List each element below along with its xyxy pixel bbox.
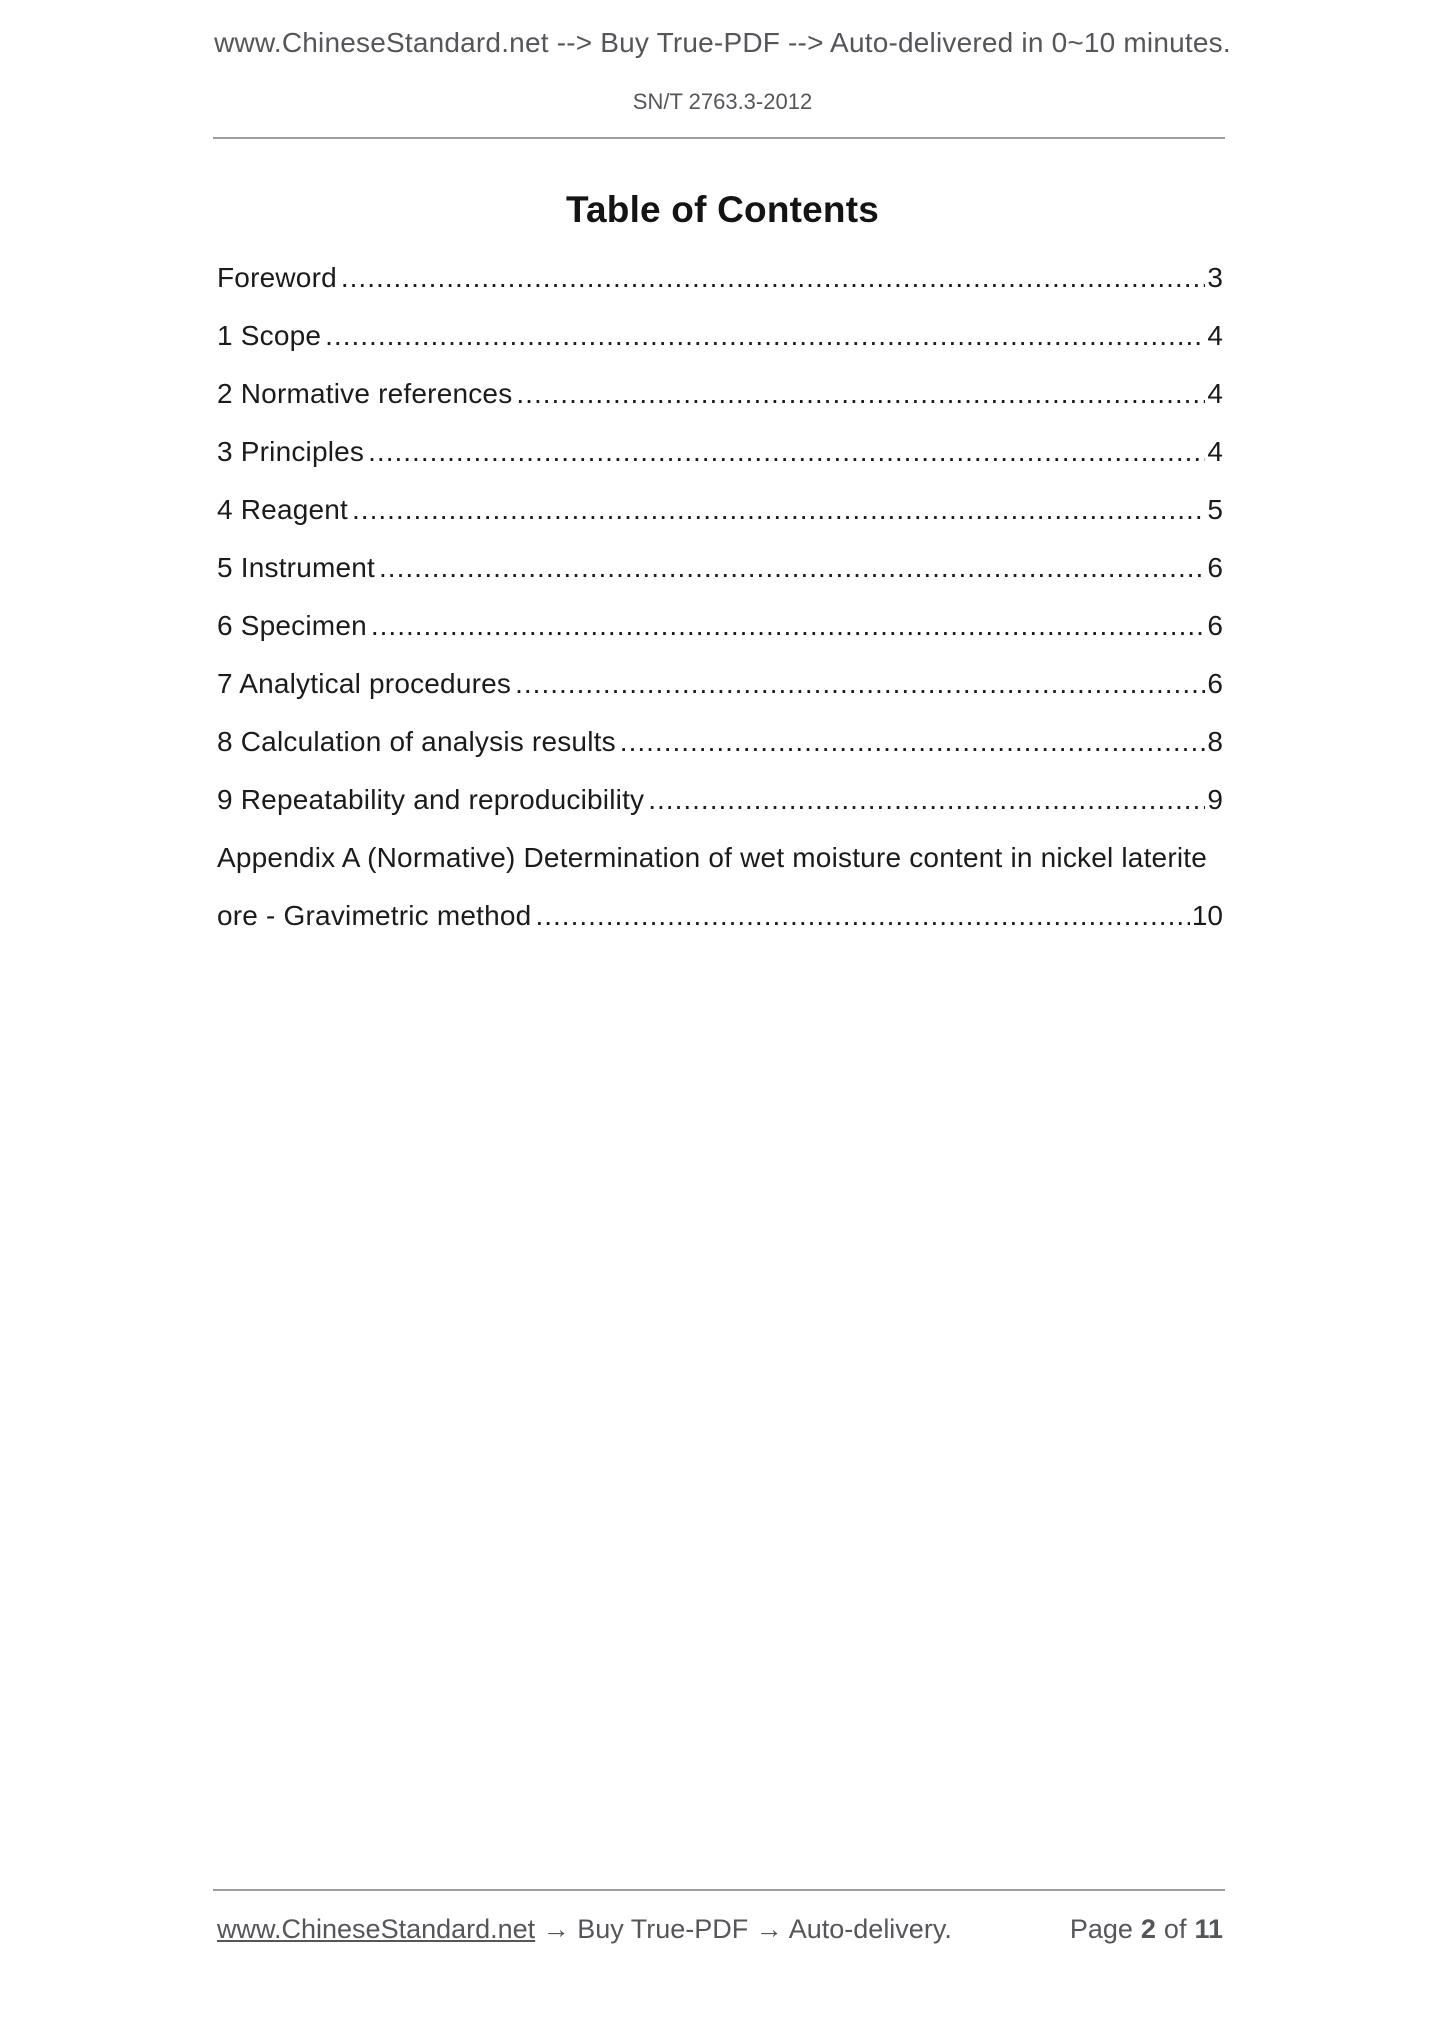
toc-entry-label: 7 Analytical procedures (217, 668, 512, 699)
toc-page-number: 9 (1207, 784, 1223, 815)
toc-entry-label: 5 Instrument (217, 552, 376, 583)
toc-page-number: 3 (1207, 262, 1223, 293)
dot-leader (535, 887, 1189, 945)
toc-page-number: 4 (1207, 378, 1223, 409)
toc-entry-label: 6 Specimen (217, 610, 367, 641)
dot-leader (341, 249, 1206, 307)
toc-entry-label: ore - Gravimetric method (217, 900, 532, 931)
page-word: Page (1069, 1914, 1133, 1944)
toc-entry-label: 1 Scope (217, 320, 322, 351)
footer-tagline: → Buy True-PDF → Auto-delivery. (535, 1914, 952, 1944)
page-indicator (1070, 1912, 1223, 1946)
toc-entry-specimen (217, 597, 1223, 655)
footer-site-link[interactable]: www.ChineseStandard.net (217, 1914, 536, 1944)
toc-page-number: 6 (1207, 668, 1223, 699)
toc-entry-repeatability (217, 771, 1223, 829)
header-banner: www.ChineseStandard.net --> Buy True-PDF --> Auto-delivered in 0~10 minutes. (214, 27, 1231, 58)
dot-leader (648, 771, 1205, 829)
dot-leader (325, 307, 1205, 365)
of-word: of (1163, 1914, 1187, 1944)
footer (217, 1912, 1223, 1946)
dot-leader (368, 423, 1205, 481)
toc-entry-reagent (217, 481, 1223, 539)
toc-entry-analytical-procedures (217, 655, 1223, 713)
toc-entry-label: 4 Reagent (217, 494, 349, 525)
page-title: Table of Contents (565, 189, 880, 230)
toc-page-number: 4 (1207, 320, 1223, 351)
toc-entry-appendix-line2 (217, 887, 1223, 945)
table-of-contents (217, 249, 1223, 945)
dot-leader (371, 597, 1206, 655)
toc-entry-foreword (217, 249, 1223, 307)
dot-leader (515, 655, 1205, 713)
total-page-number: 11 (1194, 1914, 1223, 1944)
toc-page-number: 10 (1191, 900, 1223, 931)
toc-page-number: 5 (1207, 494, 1223, 525)
dot-leader (620, 713, 1206, 771)
toc-page-number: 6 (1207, 552, 1223, 583)
dot-leader (516, 365, 1205, 423)
toc-entry-label: 3 Principles (217, 436, 365, 467)
toc-entry-label: 2 Normative references (217, 378, 513, 409)
current-page-number: 2 (1140, 1914, 1156, 1944)
toc-entry-label: Appendix A (Normative) Determination of wet moisture content in nickel laterite (217, 842, 1208, 873)
footer-left (217, 1912, 952, 1946)
toc-entry-principles (217, 423, 1223, 481)
toc-entry-instrument (217, 539, 1223, 597)
toc-entry-label: 8 Calculation of analysis results (217, 726, 616, 757)
toc-page-number: 6 (1207, 610, 1223, 641)
dot-leader (379, 539, 1205, 597)
toc-entry-label: 9 Repeatability and reproducibility (217, 784, 645, 815)
toc-page-number: 4 (1207, 436, 1223, 467)
header-divider (213, 137, 1225, 139)
toc-entry-scope (217, 307, 1223, 365)
standard-number: SN/T 2763.3-2012 (632, 89, 813, 114)
toc-page-number: 8 (1207, 726, 1223, 757)
footer-divider (213, 1889, 1225, 1891)
dot-leader (352, 481, 1205, 539)
toc-entry-calculation (217, 713, 1223, 771)
toc-entry-appendix-line1 (217, 829, 1223, 887)
toc-entry-normative-references (217, 365, 1223, 423)
toc-entry-label: Foreword (217, 262, 337, 293)
